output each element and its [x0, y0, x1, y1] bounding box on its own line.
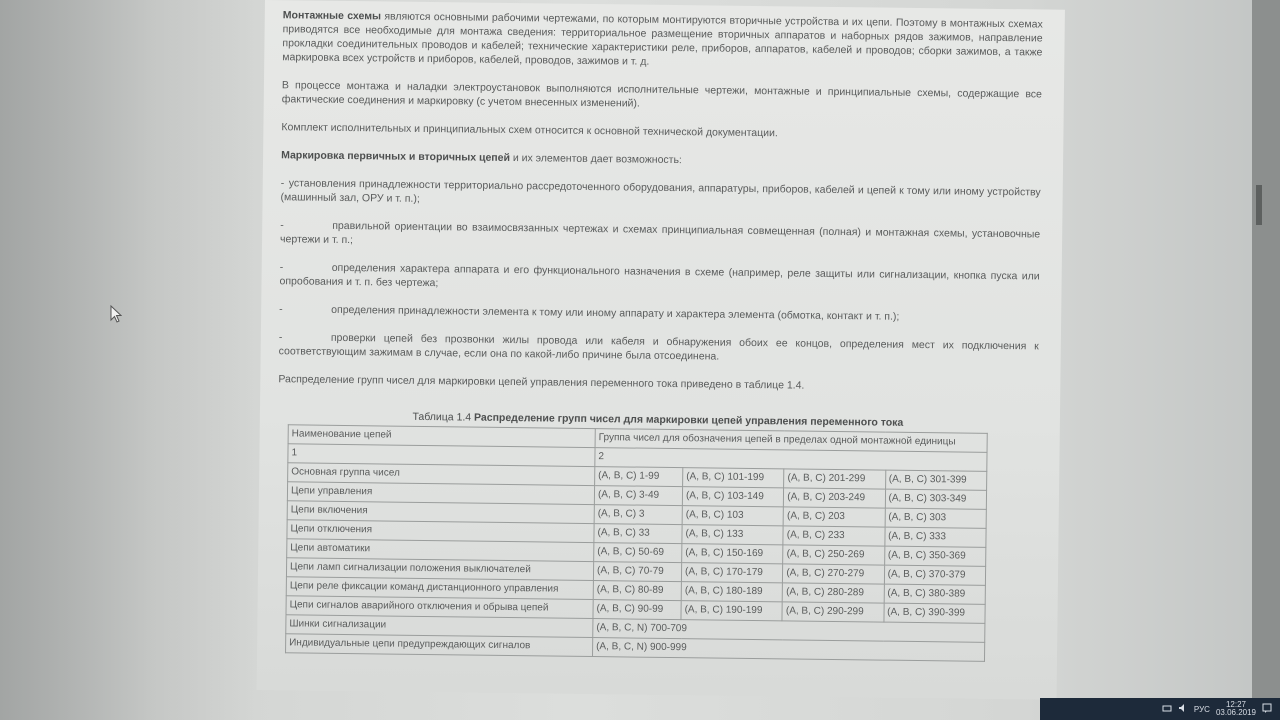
table-cell: Цепи ламп сигнализации положения выключателей: [286, 558, 593, 581]
table-cell: (A, B, C) 301-399: [885, 470, 987, 490]
table-cell: (A, B, C) 203-249: [784, 488, 886, 508]
table-cell: (A, B, C) 101-199: [683, 468, 785, 488]
clock[interactable]: [1216, 701, 1256, 717]
table-cell: (A, B, C) 350-369: [884, 546, 986, 566]
paragraph-text: и их элементов дает возможность:: [509, 152, 682, 167]
bullet-dash: -: [278, 331, 283, 344]
table-cell: (A, B, C, N) 900-999: [593, 638, 985, 662]
bullet-dash: -: [279, 261, 284, 274]
table-cell: (A, B, C) 33: [594, 524, 682, 544]
table-cell: Цепи включения: [287, 501, 594, 524]
column-number-cell: 1: [288, 444, 595, 467]
table-cell: (A, B, C) 270-279: [783, 564, 885, 584]
table-cell: (A, B, C) 3-49: [594, 486, 682, 506]
paragraph-text: являются основными рабочими чертежами, по которым монтируются вторичные устройства и их цепи. Поэтому в монтажных схемах приводятся все необходимые для монтажа сведения: территориальное размещение вторичных аппаратов и наборных рядов зажимов, направление прокладки соединительных проводов и кабелей; технические характеристики реле, приборов, аппаратов, кабелей и проводов; сборки зажимов, а также маркировка всех устройств и приборов, кабелей, проводов, зажимов и т. д.: [282, 10, 1043, 68]
table-cell: (A, B, C) 50-69: [594, 543, 682, 563]
table-cell: (A, B, C, N) 700-709: [593, 619, 985, 643]
bullet-text: определения принадлежности элемента к тому или иному аппарату и характера элемента (обмотка, контакт и т. п.);: [331, 303, 900, 323]
bullet-text: проверки цепей без прозвонки жилы провода или кабеля и обнаружения обоих ее концов, определения мест их подключения к соответствующим зажимам в случае, если она по какой-либо причине была отсоединена.: [278, 331, 1039, 363]
paragraph-marking: [281, 148, 1041, 171]
document-page: [257, 0, 1065, 700]
header-name-cell: Наименование цепей: [288, 425, 595, 448]
paragraph-table-intro: Распределение групп чисел для маркировки цепей управления переменного тока приведено в таблице 1.4.: [278, 373, 805, 392]
table-cell: (A, B, C) 333: [884, 527, 986, 547]
clock-date: 03.06.2019: [1215, 708, 1256, 717]
table-cell: (A, B, C) 90-99: [593, 600, 681, 620]
bullet-item: [279, 330, 1039, 367]
table-cell: Основная группа чисел: [288, 463, 595, 486]
bold-term: Монтажные схемы: [282, 9, 382, 23]
column-number-cell: 2: [595, 448, 987, 472]
table-cell: (A, B, C) 380-389: [884, 584, 986, 604]
table-cell: (A, B, C) 233: [783, 526, 885, 546]
caption-prefix: Таблица 1.4: [412, 410, 475, 424]
table-cell: (A, B, C) 370-379: [884, 565, 986, 585]
table-cell: Цепи автоматики: [287, 539, 594, 562]
table-cell: (A, B, C) 180-189: [681, 582, 783, 602]
table-cell: (A, B, C) 250-269: [783, 545, 885, 565]
table-cell: (A, B, C) 103-149: [682, 487, 784, 507]
table-cell: (A, B, C) 1-99: [595, 467, 683, 487]
table-cell: (A, B, C) 103: [682, 506, 784, 526]
paragraph-documentation: Комплект исполнительных и принципиальных схем относится к основной технической документации.: [281, 121, 778, 140]
table-cell: (A, B, C) 3: [594, 505, 682, 525]
notifications-icon[interactable]: [1262, 703, 1272, 715]
bullet-dash: -: [280, 219, 284, 232]
clock-time: 12:27: [1225, 700, 1246, 709]
bullet-item: [281, 176, 1041, 213]
bullet-dash: -: [280, 177, 285, 190]
table-cell: Шинки сигнализации: [286, 615, 593, 638]
document-content: [275, 8, 1043, 662]
bullet-dash: -: [279, 303, 283, 316]
mouse-cursor-icon: [110, 305, 122, 328]
taskbar: [1040, 698, 1280, 720]
table-cell: Цепи отключения: [287, 520, 594, 543]
table-cell: (A, B, C) 80-89: [593, 581, 681, 601]
table-cell: (A, B, C) 390-399: [884, 603, 986, 623]
bullet-item: [279, 260, 1039, 297]
table-cell: (A, B, C) 170-179: [681, 563, 783, 583]
bullet-text: определения характера аппарата и его функционального назначения в схеме (например, реле защиты или сигнализации, кнопка пуска или опробования и т. п. без чертежа;: [279, 261, 1040, 290]
scrollbar[interactable]: [1252, 0, 1280, 700]
paragraph-mounting-schemes: [282, 8, 1043, 73]
table-cell: Индивидуальные цепи предупреждающих сигналов: [286, 634, 593, 657]
system-tray: [1162, 701, 1272, 717]
bullet-item: [280, 218, 1040, 255]
left-shadow: [0, 0, 260, 720]
network-icon[interactable]: [1162, 703, 1172, 715]
table-cell: (A, B, C) 133: [682, 525, 784, 545]
bold-term: Маркировка первичных и вторичных цепей: [281, 149, 511, 165]
table-cell: (A, B, C) 201-299: [784, 469, 886, 489]
caption-title: Распределение групп чисел для маркировки цепей управления переменного тока: [474, 411, 904, 429]
chains-table: [285, 424, 988, 662]
scrollbar-thumb[interactable]: [1256, 185, 1262, 225]
table-cell: (A, B, C) 70-79: [593, 562, 681, 582]
paragraph-commissioning: В процессе монтажа и наладки электроустановок выполняются исполнительные чертежи, монтажные и принципиальные схемы, содержащие все фактические соединения и маркировку (с учетом внесенных изменений).: [281, 79, 1042, 110]
header-group-cell: Группа чисел для обозначения цепей в пределах одной монтажной единицы: [595, 429, 987, 453]
table-cell: Цепи управления: [287, 482, 594, 505]
table-cell: (A, B, C) 303-349: [885, 489, 987, 509]
bullet-item: [279, 302, 1039, 325]
table-cell: Цепи реле фиксации команд дистанционного управления: [286, 577, 593, 600]
table-cell: (A, B, C) 290-299: [782, 602, 884, 622]
volume-icon[interactable]: [1178, 703, 1188, 715]
table-cell: (A, B, C) 190-199: [681, 601, 783, 621]
table-cell: (A, B, C) 203: [783, 507, 885, 527]
language-indicator[interactable]: РУС: [1193, 704, 1210, 714]
table-cell: (A, B, C) 150-169: [682, 544, 784, 564]
bullet-text: правильной ориентации во взаимосвязанных чертежах и схемах принципиальная совмещенная (полная) и монтажная схемы, установочные чертежи и т. п.;: [280, 219, 1041, 247]
table-cell: Цепи сигналов аварийного отключения и обрыва цепей: [286, 596, 593, 619]
bullet-text: установления принадлежности территориально рассредоточенного оборудования, аппаратуры, приборов, кабелей и цепей к тому или иному устройству (машинный зал, ОРУ и т. п.);: [280, 177, 1041, 205]
table-cell: (A, B, C) 280-289: [783, 583, 885, 603]
table-cell: (A, B, C) 303: [885, 508, 987, 528]
